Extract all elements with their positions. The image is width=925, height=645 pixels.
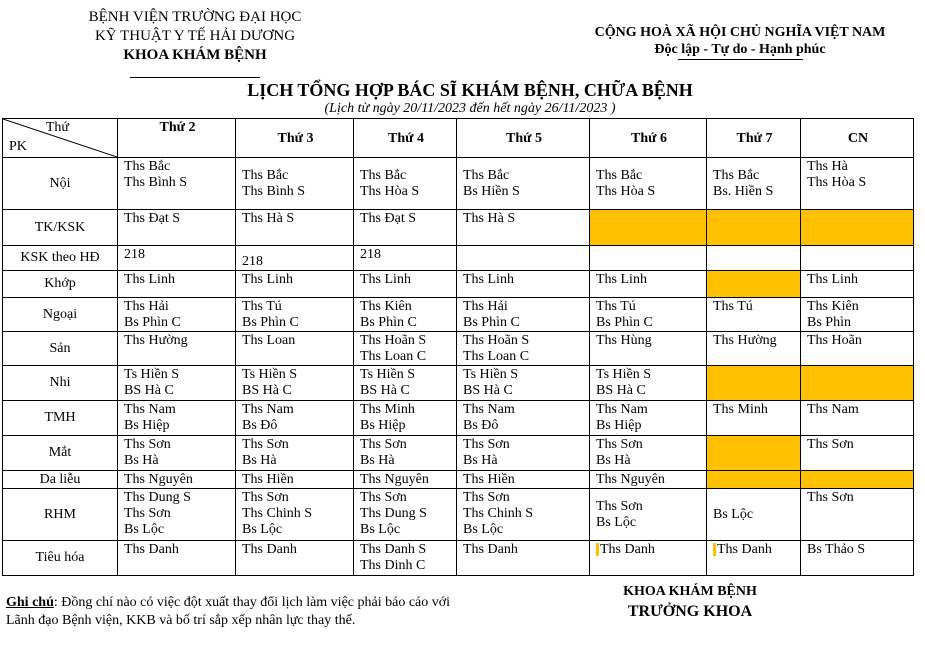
doctor-name: Ts Hiền S [463, 367, 519, 382]
doctor-name: Ths Danh [463, 542, 518, 557]
doctor-name: Bs Lộc [360, 522, 401, 537]
doctor-name: Ths Danh S [360, 542, 427, 557]
doctor-name: Ths Hà [807, 159, 848, 174]
doctor-name: Ts Hiền S [596, 367, 652, 382]
doctor-name: Ths Hoãn S [360, 333, 427, 348]
doctor-name: Ths Hường [713, 333, 777, 348]
doctor-name: Ths Hùng [596, 333, 652, 348]
doctor-name: 218 [124, 247, 145, 262]
doctor-name: Ths Sơn [596, 437, 643, 452]
doctor-name: Ths Bắc [596, 168, 643, 183]
doctor-name: Ths Linh [807, 272, 858, 287]
schedule-cell [236, 271, 354, 298]
doctor-name: Ths Nam [124, 402, 176, 417]
table-row [3, 471, 914, 489]
day-header: CN [801, 119, 914, 158]
schedule-cell [236, 246, 354, 271]
schedule-cell [354, 471, 457, 489]
schedule-cell [118, 489, 236, 541]
day-header: Thứ 3 [236, 119, 354, 158]
schedule-cell [236, 401, 354, 436]
doctor-name: Ths Hải [124, 299, 169, 314]
doctor-name: Ths Hà S [242, 211, 295, 226]
footnote-label: Ghi chú [6, 595, 54, 610]
doctor-name: Ths Bình S [242, 184, 306, 199]
highlighted-cell [707, 271, 801, 298]
schedule-cell [118, 158, 236, 210]
doctor-name: Bs Đô [463, 418, 499, 433]
doctor-name: Ths Nam [242, 402, 294, 417]
clinic-name: TK/KSK [3, 210, 118, 246]
doctor-name: Ts Hiền S [124, 367, 180, 382]
schedule-cell [801, 436, 914, 471]
doctor-name: Bs Phìn C [463, 315, 520, 330]
schedule-cell [118, 298, 236, 332]
table-row [3, 332, 914, 366]
highlight-mark [713, 543, 716, 556]
doctor-name: Ths Nam [807, 402, 859, 417]
clinic-name: KSK theo HĐ [3, 246, 118, 271]
schedule-cell [354, 366, 457, 401]
doctor-name: Ths Nam [463, 402, 515, 417]
doctor-name: Ths Nguyên [596, 472, 665, 487]
doctor-name: Ths Minh [713, 402, 768, 417]
doctor-name: Bs Lộc [463, 522, 504, 537]
doctor-name: Bs Phìn C [124, 315, 181, 330]
doctor-name: Ths Danh [242, 542, 297, 557]
doctor-name: Ths Sơn [463, 437, 510, 452]
schedule-cell [707, 332, 801, 366]
doctor-name: Bs Lộc [242, 522, 283, 537]
schedule-cell [457, 271, 590, 298]
doctor-name: BS Hà C [124, 383, 174, 398]
doctor-name: Ths Loan C [360, 349, 427, 364]
schedule-cell [457, 246, 590, 271]
schedule-cell [118, 541, 236, 576]
doctor-name: Ths Loan [242, 333, 296, 348]
schedule-cell [236, 298, 354, 332]
doctor-name: Ths Bình S [124, 175, 188, 190]
highlighted-cell [801, 366, 914, 401]
doctor-name: Ths Dung S [360, 506, 427, 521]
doctor-name: Ts Hiền S [242, 367, 298, 382]
schedule-cell [236, 489, 354, 541]
doctor-name: Ths Sơn [242, 490, 289, 505]
schedule-cell [707, 541, 801, 576]
doctor-name: BS Hà C [463, 383, 513, 398]
hospital-name-line1: BỆNH VIỆN TRƯỜNG ĐẠI HỌC [88, 9, 302, 25]
table-row [3, 210, 914, 246]
schedule-cell [590, 298, 707, 332]
highlighted-cell [590, 210, 707, 246]
doctor-name: BS Hà C [596, 383, 646, 398]
schedule-cell [236, 541, 354, 576]
document-subtitle: (Lịch từ ngày 20/11/2023 đến hết ngày 26/11/2023 ) [324, 101, 616, 116]
table-row [3, 401, 914, 436]
clinic-name: Da liễu [3, 471, 118, 489]
schedule-cell [354, 401, 457, 436]
clinic-name: Tiêu hóa [3, 541, 118, 576]
schedule-cell [236, 366, 354, 401]
day-header: Thứ 2 [118, 119, 236, 158]
doctor-name: Bs Hà [463, 453, 498, 468]
schedule-cell [354, 489, 457, 541]
schedule-cell [354, 271, 457, 298]
table-row [3, 271, 914, 298]
doctor-name: Ths Dinh C [360, 558, 426, 573]
doctor-name: Ths Tú [242, 299, 282, 314]
footnote-text: : Đồng chí nào có việc đột xuất thay đổi lịch làm việc phải báo cáo với Lãnh đạo Bệnh viện, KKB và bố trí sắp xếp nhân lực thay thế. [6, 595, 451, 628]
doctor-name: Ths Tú [596, 299, 636, 314]
schedule-cell [457, 332, 590, 366]
schedule-cell [590, 332, 707, 366]
table-header-row [3, 119, 914, 158]
doctor-name: Ths Hòa S [360, 184, 420, 199]
table-row [3, 489, 914, 541]
schedule-cell [118, 401, 236, 436]
schedule-cell [118, 471, 236, 489]
highlighted-cell [801, 210, 914, 246]
schedule-cell [590, 489, 707, 541]
schedule-cell [354, 436, 457, 471]
table-row [3, 298, 914, 332]
doctor-name: Bs Hà [242, 453, 277, 468]
clinic-name: Sản [3, 332, 118, 366]
schedule-cell [707, 246, 801, 271]
doctor-name: Ths Nam [596, 402, 648, 417]
schedule-cell [457, 541, 590, 576]
doctor-name: Ths Sơn [596, 499, 643, 514]
doctor-name: Ths Hà S [463, 211, 516, 226]
schedule-cell [457, 471, 590, 489]
schedule-cell [707, 298, 801, 332]
clinic-name: Nội [3, 158, 118, 210]
doctor-name: Ths Bắc [124, 159, 171, 174]
doctor-name: Ths Hường [124, 333, 188, 348]
doctor-name: Ts Hiền S [360, 367, 416, 382]
doctor-name: Ths Linh [124, 272, 175, 287]
schedule-cell [354, 332, 457, 366]
doctor-name: Ths Linh [360, 272, 411, 287]
doctor-name: Ths Tú [713, 299, 753, 314]
schedule-cell [801, 401, 914, 436]
day-header: Thứ 4 [354, 119, 457, 158]
doctor-name: Ths Hiền [242, 472, 294, 487]
schedule-cell [590, 246, 707, 271]
doctor-name: Ths Hòa S [596, 184, 656, 199]
schedule-cell [457, 158, 590, 210]
doctor-name: Bs Hà [360, 453, 395, 468]
schedule-cell [354, 210, 457, 246]
clinic-name: TMH [3, 401, 118, 436]
schedule-cell [457, 366, 590, 401]
document-title: LỊCH TỔNG HỢP BÁC SĨ KHÁM BỆNH, CHỮA BỆNH [247, 80, 693, 100]
clinic-name: Khớp [3, 271, 118, 298]
doctor-name: Bs Hiệp [360, 418, 406, 433]
national-name: CỘNG HOÀ XÃ HỘI CHỦ NGHĨA VIỆT NAM [594, 25, 886, 40]
doctor-name: Ths Linh [242, 272, 293, 287]
schedule-cell [354, 298, 457, 332]
doctor-name: Ths Hoãn S [463, 333, 530, 348]
day-header: Thứ 6 [590, 119, 707, 158]
doctor-name: Ths Minh [360, 402, 415, 417]
national-header [560, 24, 920, 60]
schedule-cell [354, 158, 457, 210]
schedule-cell [457, 401, 590, 436]
doctor-name: Ths Bắc [463, 168, 510, 183]
schedule-cell [457, 210, 590, 246]
doctor-name: Bs Thảo S [807, 542, 866, 557]
doctor-name: Ths Hòa S [807, 175, 867, 190]
signature-title: TRƯỞNG KHOA [627, 603, 753, 620]
schedule-cell [236, 332, 354, 366]
doctor-name: Ths Bắc [242, 168, 289, 183]
table-row [3, 246, 914, 271]
schedule-cell [354, 246, 457, 271]
schedule-cell [707, 401, 801, 436]
highlighted-cell [707, 471, 801, 489]
doctor-name: 218 [360, 247, 381, 262]
clinic-name: Nhi [3, 366, 118, 401]
schedule-cell [590, 401, 707, 436]
signature-block [590, 583, 790, 621]
doctor-name: Ths Sơn [360, 490, 407, 505]
doctor-name: Bs. Hiền S [713, 184, 774, 199]
doctor-name: Ths Sơn [463, 490, 510, 505]
schedule-cell [118, 210, 236, 246]
doctor-name: Ths Sơn [124, 437, 171, 452]
doctor-name: Ths Nguyên [360, 472, 429, 487]
doctor-name: Bs Đô [242, 418, 278, 433]
doctor-name: Ths Dung S [124, 490, 191, 505]
doctor-name: Bs Phìn [807, 315, 851, 330]
doctor-name: Ths Bắc [360, 168, 407, 183]
doctor-name: 218 [242, 254, 263, 269]
doctor-name: Ths Đạt S [360, 211, 416, 226]
schedule-cell [118, 332, 236, 366]
doctor-name: Bs Phìn C [596, 315, 653, 330]
schedule-cell [590, 436, 707, 471]
doctor-name: Ths Kiên [807, 299, 859, 314]
schedule-cell [801, 332, 914, 366]
highlight-mark [596, 543, 599, 556]
doctor-name: Bs Hà [596, 453, 631, 468]
department-name: KHOA KHÁM BỆNH [123, 47, 267, 63]
doctor-name: Bs Lộc [124, 522, 165, 537]
day-header: Thứ 5 [457, 119, 590, 158]
national-motto: Độc lập - Tự do - Hạnh phúc [654, 42, 826, 57]
schedule-cell [590, 471, 707, 489]
doctor-name: Ths Nguyên [124, 472, 193, 487]
schedule-cell [118, 436, 236, 471]
doctor-name: Ths Sơn [360, 437, 407, 452]
corner-cell [3, 119, 118, 158]
highlighted-cell [801, 471, 914, 489]
schedule-cell [801, 541, 914, 576]
table-row [3, 541, 914, 576]
hospital-name-line2: KỸ THUẬT Y TẾ HẢI DƯƠNG [94, 28, 296, 44]
schedule-cell [354, 541, 457, 576]
doctor-name: Ths Sơn [807, 490, 854, 505]
doctor-name: BS Hà C [242, 383, 292, 398]
schedule-cell [118, 366, 236, 401]
doctor-name: Bs Hà [124, 453, 159, 468]
schedule-cell [590, 541, 707, 576]
doctor-name: Ths Danh [717, 542, 772, 557]
doctor-name: Ths Chinh S [463, 506, 534, 521]
schedule-cell [801, 158, 914, 210]
schedule-cell [801, 246, 914, 271]
schedule-cell [118, 271, 236, 298]
doctor-name: Bs Phìn C [360, 315, 417, 330]
schedule-table [2, 118, 914, 576]
highlighted-cell [707, 436, 801, 471]
motto-underline [678, 59, 803, 60]
doctor-name: Bs Hiệp [596, 418, 642, 433]
doctor-name: Ths Hải [463, 299, 508, 314]
doctor-name: Ths Hoãn [807, 333, 862, 348]
doctor-name: Ths Danh [600, 542, 655, 557]
doctor-name: Ths Đạt S [124, 211, 180, 226]
corner-clinic-label: PK [9, 139, 27, 154]
doctor-name: Ths Sơn [242, 437, 289, 452]
doctor-name: Ths Sơn [124, 506, 171, 521]
schedule-cell [236, 158, 354, 210]
schedule-cell [590, 271, 707, 298]
highlighted-cell [707, 210, 801, 246]
highlighted-cell [707, 366, 801, 401]
doctor-name: Ths Loan C [463, 349, 530, 364]
doctor-name: Bs Hiền S [463, 184, 520, 199]
schedule-cell [236, 210, 354, 246]
table-row [3, 366, 914, 401]
doctor-name: Ths Danh [124, 542, 179, 557]
doctor-name: Bs Hiệp [124, 418, 170, 433]
schedule-cell [236, 436, 354, 471]
clinic-name: Ngoại [3, 298, 118, 332]
schedule-cell [457, 436, 590, 471]
footnote [6, 594, 466, 630]
table-row [3, 158, 914, 210]
schedule-cell [118, 246, 236, 271]
doctor-name: Ths Hiền [463, 472, 515, 487]
schedule-cell [801, 271, 914, 298]
schedule-cell [457, 489, 590, 541]
schedule-cell [590, 158, 707, 210]
doctor-name: Ths Sơn [807, 437, 854, 452]
doctor-name: Ths Linh [596, 272, 647, 287]
hospital-header [60, 8, 330, 84]
schedule-cell [801, 489, 914, 541]
department-underline [130, 75, 260, 78]
corner-day-label: Thứ [45, 120, 69, 135]
clinic-name: RHM [3, 489, 118, 541]
doctor-name: Ths Bắc [713, 168, 760, 183]
schedule-cell [457, 298, 590, 332]
schedule-cell [707, 158, 801, 210]
doctor-name: Ths Linh [463, 272, 514, 287]
doctor-name: BS Hà C [360, 383, 410, 398]
signature-department: KHOA KHÁM BỆNH [623, 584, 757, 599]
doctor-name: Bs Lộc [596, 515, 637, 530]
table-row [3, 436, 914, 471]
schedule-cell [590, 366, 707, 401]
doctor-name: Bs Phìn C [242, 315, 299, 330]
doctor-name: Ths Kiên [360, 299, 412, 314]
schedule-cell [236, 471, 354, 489]
doctor-name: Ths Chinh S [242, 506, 313, 521]
day-header: Thứ 7 [707, 119, 801, 158]
doctor-name: Bs Lộc [713, 507, 754, 522]
clinic-name: Mắt [3, 436, 118, 471]
schedule-cell [707, 489, 801, 541]
schedule-cell [801, 298, 914, 332]
